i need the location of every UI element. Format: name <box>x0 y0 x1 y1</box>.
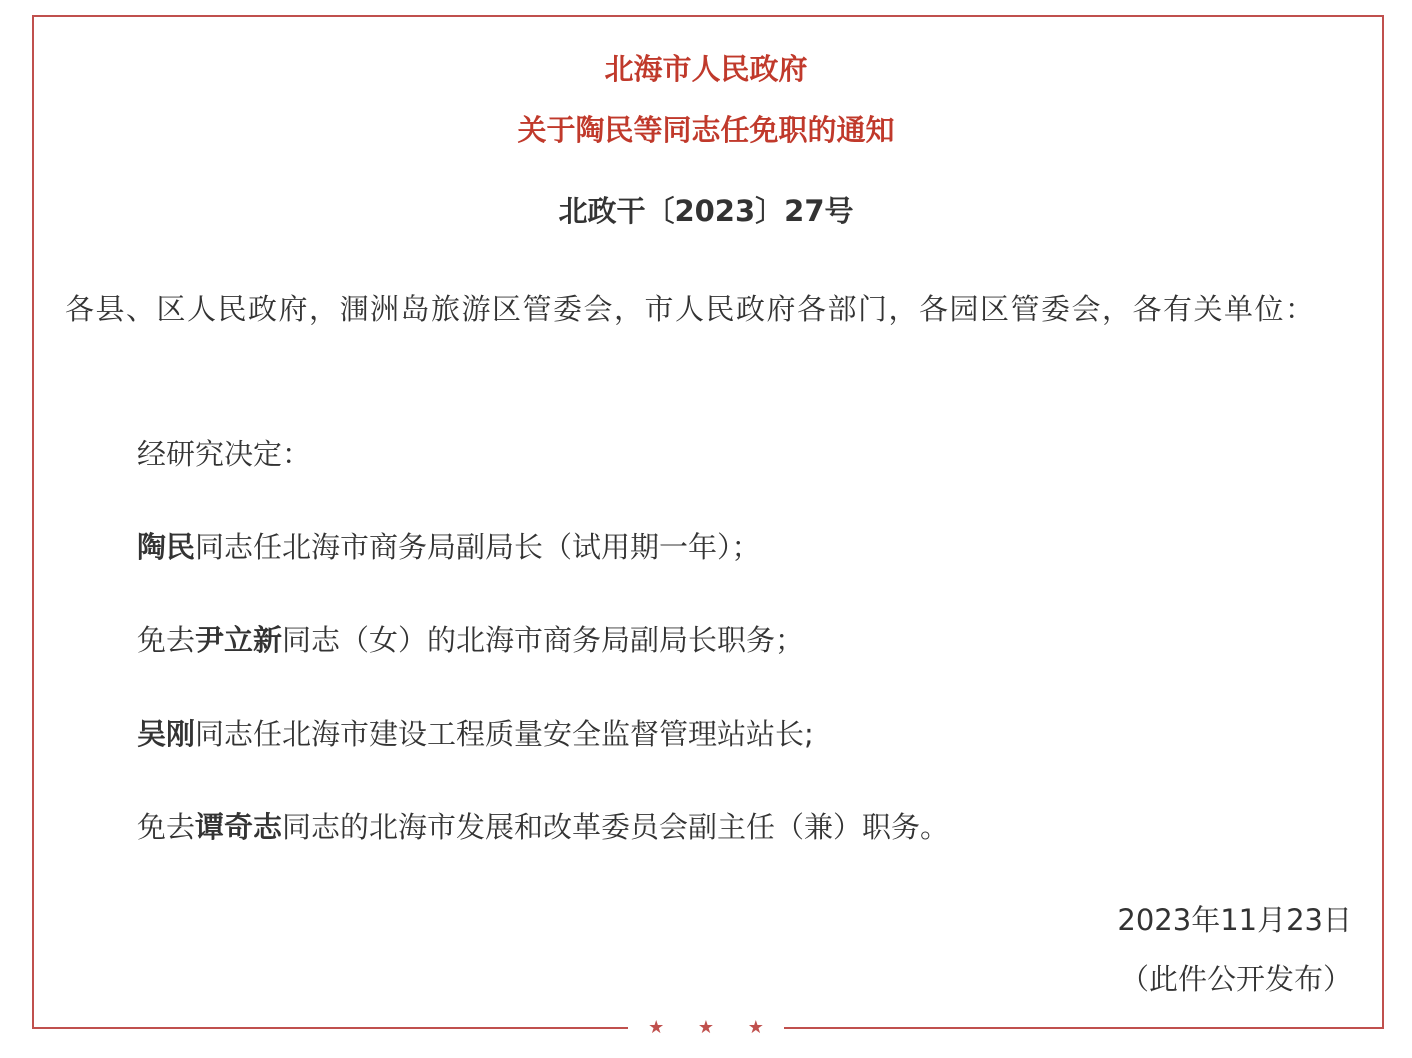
person-name: 谭奇志 <box>195 810 283 844</box>
item-prefix: 免去 <box>137 810 196 844</box>
appointment-item <box>137 527 1337 567</box>
person-name: 尹立新 <box>195 623 283 657</box>
notice-title: 关于陶民等同志任免职的通知 <box>517 113 895 147</box>
document-number: 北政干〔2023〕27号 <box>558 194 854 228</box>
publish-note: （此件公开发布） <box>1119 962 1352 996</box>
item-text: 同志任北海市商务局副局长（试用期一年）； <box>195 530 761 564</box>
decision-intro: 经研究决定： <box>137 437 312 471</box>
appointment-item <box>137 714 1337 754</box>
issue-date: 2023年11月23日 <box>1117 903 1352 937</box>
item-text: 同志的北海市发展和改革委员会副主任（兼）职务。 <box>282 810 950 844</box>
item-text: 同志任北海市建设工程质量安全监督管理站站长; <box>195 717 814 751</box>
star-icons: ★ ★ ★ <box>628 1016 784 1040</box>
addressee: 各县、区人民政府，涠洲岛旅游区管委会，市人民政府各部门，各园区管委会，各有关单位： <box>65 292 1316 326</box>
item-prefix: 免去 <box>137 623 196 657</box>
person-name: 陶民 <box>137 530 196 564</box>
person-name: 吴刚 <box>137 717 196 751</box>
issuing-authority-title: 北海市人民政府 <box>604 52 808 86</box>
appointment-item <box>137 807 1337 847</box>
footer-stars <box>0 1016 1412 1040</box>
document-border <box>32 15 1384 1029</box>
appointment-item <box>137 620 1337 660</box>
item-text: 同志（女）的北海市商务局副局长职务； <box>282 623 805 657</box>
